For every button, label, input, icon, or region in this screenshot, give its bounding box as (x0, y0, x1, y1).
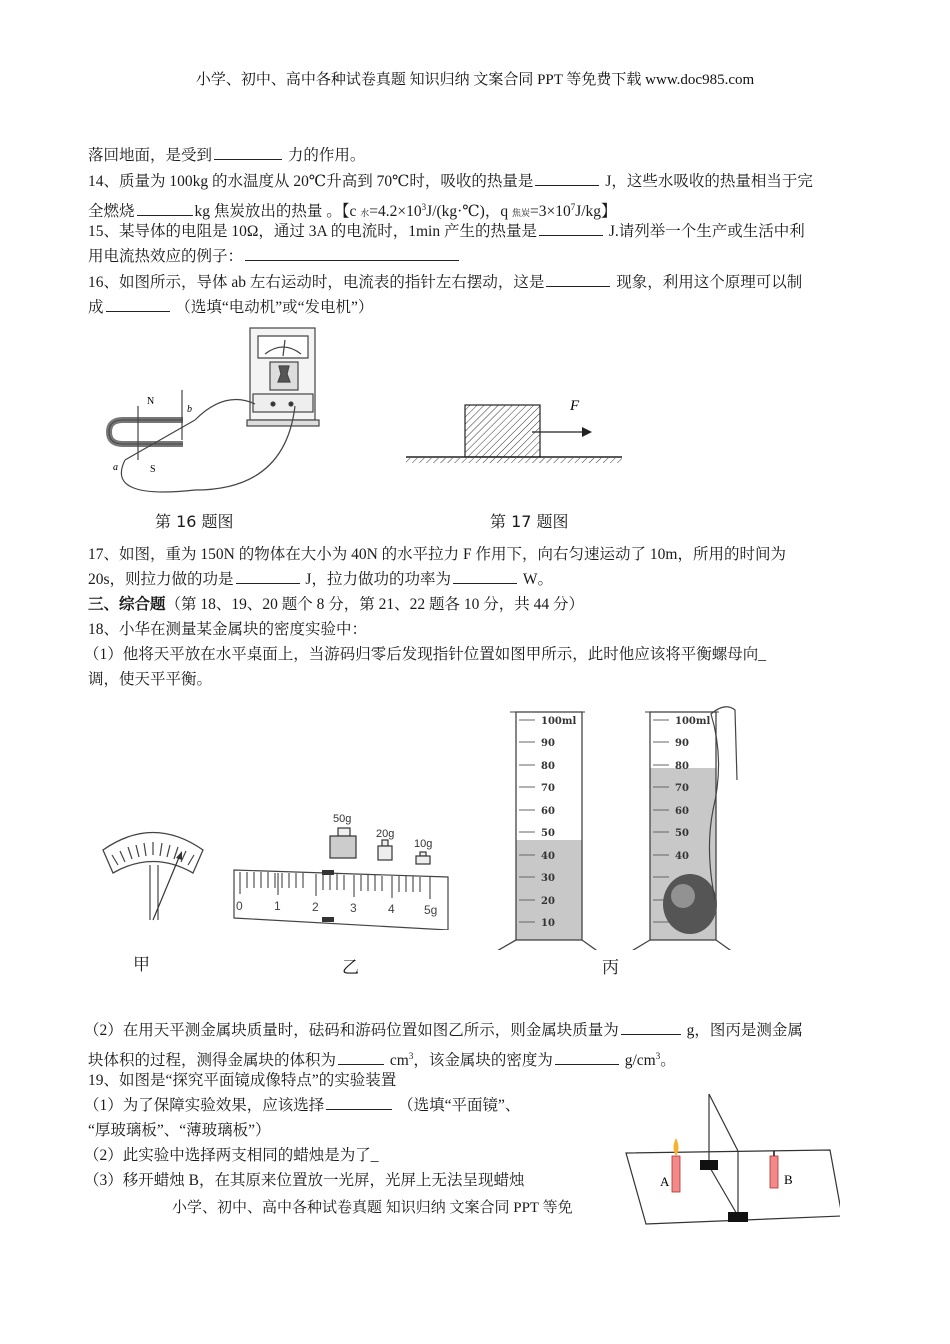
q15-line2 (88, 246, 461, 268)
q14-text2: 全燃烧 (88, 203, 135, 220)
q19-p1-text: （1）为了保障实验效果，应该选择 (84, 1097, 325, 1114)
force-label: F (570, 398, 580, 414)
figure-jia-label: 甲 (133, 955, 150, 975)
q13-text: 落回地面，是受到 (88, 147, 213, 164)
q13-tail (88, 145, 365, 167)
candle-b-label: B (784, 1172, 793, 1187)
cyl2-tick-50: 50 (675, 828, 689, 839)
answer-blank[interactable] (453, 569, 517, 584)
cyl1-tick-50: 50 (541, 828, 555, 839)
figure-16-galvanometer (95, 320, 335, 500)
cyl2-tick-80: 80 (675, 761, 689, 772)
c-value: =4.2×10 (369, 203, 422, 220)
answer-blank[interactable] (245, 246, 459, 261)
figure-bing-label: 丙 (602, 958, 619, 978)
answer-blank[interactable] (106, 297, 170, 312)
weight-50g-label: 50g (333, 813, 352, 825)
q18-p2-text-end: g，图丙是测金属 (682, 1022, 803, 1039)
cyl2-tick-40: 40 (675, 851, 689, 862)
q-value: =3×10 (529, 203, 571, 220)
exponent-3: 3 (408, 1051, 414, 1061)
q16-text: 16、如图所示，导体 ab 左右运动时，电流表的指针左右摆动，这是 (88, 274, 545, 291)
answer-blank[interactable] (555, 1050, 619, 1065)
page-header: 小学、初中、高中各种试卷真题 知识归纳 文案合同 PPT 等免费下载 www.doc985.com (195, 72, 755, 88)
answer-blank[interactable] (535, 171, 599, 186)
cyl1-tick-70: 70 (541, 783, 555, 794)
exponent-3: 3 (655, 1051, 661, 1061)
answer-blank[interactable] (214, 145, 282, 160)
magnet-S-label: S (150, 464, 156, 475)
q16-line1 (88, 272, 802, 294)
c-unit: J/(kg·℃)，q (426, 203, 512, 220)
cyl1-tick-40: 40 (541, 851, 555, 862)
volume-unit: cm (386, 1052, 409, 1069)
figure-bing-cylinders (485, 700, 755, 950)
q14-line1 (88, 171, 813, 193)
answer-blank[interactable] (137, 201, 193, 216)
cyl1-tick-80: 80 (541, 761, 555, 772)
figure-16-caption: 第 16 题图 (155, 512, 234, 531)
magnet-N-label: N (147, 396, 155, 407)
q18-p2-line2 (88, 1045, 676, 1072)
q14-line2 (88, 196, 617, 224)
cyl1-tick-10: 10 (541, 918, 555, 929)
cyl2-tick-60: 60 (675, 806, 689, 817)
cyl2-tick-100ml: 100ml (675, 716, 711, 727)
q18-p1-line2: 调，使天平平衡。 (88, 671, 213, 688)
page-footer: 小学、初中、高中各种试卷真题 知识归纳 文案合同 PPT 等免 (172, 1200, 573, 1216)
q-unit: J/kg】 (575, 203, 617, 220)
q16-line2 (88, 297, 373, 319)
figure-17-caption: 第 17 题图 (490, 512, 569, 531)
label-a: a (113, 462, 118, 473)
answer-blank[interactable] (236, 569, 300, 584)
q15-text: 15、某导体的电阻是 10Ω，通过 3A 的电流时，1min 产生的热量是 (88, 223, 537, 240)
q14-text-mid: kg 焦炭放出的热量 。【c (194, 203, 361, 220)
q17-text-end: W。 (518, 571, 553, 588)
section-title: 三、综合题 (88, 596, 166, 613)
figure-17-block (400, 390, 630, 470)
answer-blank[interactable] (621, 1020, 681, 1035)
q19-p1-line2: “厚玻璃板”、“薄玻璃板”） (88, 1122, 271, 1139)
q16-text2: 成 (88, 299, 104, 316)
ruler-tick-4: 4 (388, 902, 395, 916)
density-unit: g/cm (620, 1052, 656, 1069)
c-exponent: 3 (421, 202, 427, 212)
q17-line1: 17、如图，重为 150N 的物体在大小为 40N 的水平拉力 F 作用下，向右匀速运动了 10m，所用的时间为 (88, 546, 786, 563)
q17-text-mid: J，拉力做功的功率为 (301, 571, 451, 588)
cyl1-tick-100ml: 100ml (541, 716, 577, 727)
q15-text2: 用电流热效应的例子： (88, 248, 244, 265)
q18-p2-text2: 块体积的过程，测得金属块的体积为 (88, 1052, 337, 1069)
q15-text-end: J.请列举一个生产或生活中利 (604, 223, 805, 240)
cyl1-tick-90: 90 (541, 738, 555, 749)
cyl2-tick-90: 90 (675, 738, 689, 749)
q17-text: 20s，则拉力做的功是 (88, 571, 234, 588)
cyl2-tick-70: 70 (675, 783, 689, 794)
q16-text-end: 现象，利用这个原理可以制 (612, 274, 803, 291)
q18-intro: 18、小华在测量某金属块的密度实验中： (88, 621, 368, 638)
q19-p2: （2）此实验中选择两支相同的蜡烛是为了_ (84, 1147, 379, 1164)
section-3-heading (88, 594, 584, 616)
q18-p2-line1 (84, 1020, 803, 1042)
c-subscript: 水 (360, 208, 370, 218)
q17-line2 (88, 569, 553, 591)
q14-text-end: J，这些水吸收的热量相当于完 (601, 173, 813, 190)
candle-a-label: A (660, 1174, 670, 1189)
figure-jia-pointer-dial (98, 825, 210, 925)
section-note: （第 18、19、20 题个 8 分，第 21、22 题各 10 分，共 44 分） (165, 596, 585, 613)
q-subscript: 焦炭 (511, 208, 530, 218)
cyl1-tick-60: 60 (541, 806, 555, 817)
ruler-tick-3: 3 (350, 901, 357, 915)
figure-yi-weights-ruler (228, 800, 458, 930)
q18-p2-text: （2）在用天平测金属块质量时，砝码和游码位置如图乙所示，则金属块质量为 (84, 1022, 619, 1039)
q15-line1 (88, 221, 805, 243)
ruler-tick-5g: 5g (424, 903, 438, 917)
q19-p1-text-end: （选填“平面镜”、 (394, 1097, 521, 1114)
label-b: b (187, 404, 192, 415)
weight-10g-label: 10g (414, 838, 433, 850)
q19-p1-line1 (84, 1095, 520, 1117)
q19-intro: 19、如图是“探究平面镜成像特点”的实验装置 (88, 1072, 397, 1089)
ruler-tick-2: 2 (312, 900, 319, 914)
cyl1-tick-30: 30 (541, 873, 555, 884)
q16-text2-end: （选填“电动机”或“发电机”） (171, 299, 374, 316)
answer-blank[interactable] (546, 272, 610, 287)
cyl1-tick-20: 20 (541, 896, 555, 907)
q18-p1-line1: （1）他将天平放在水平桌面上，当游码归零后发现指针位置如图甲所示，此时他应该将平衡螺母向_ (84, 646, 767, 663)
ruler-tick-1: 1 (274, 899, 281, 913)
q19-p3: （3）移开蜡烛 B，在其原来位置放一光屏，光屏上无法呈现蜡烛 (84, 1172, 525, 1189)
q13-text-end: 力的作用。 (284, 147, 366, 164)
period: 。 (660, 1052, 676, 1069)
figure-19-plane-mirror (620, 1088, 840, 1228)
weight-20g-label: 20g (376, 828, 395, 840)
answer-blank[interactable] (326, 1095, 392, 1110)
q18-p2-text-mid: ，该金属块的密度为 (413, 1052, 553, 1069)
ruler-tick-0: 0 (236, 899, 243, 913)
q-exponent: 7 (570, 202, 576, 212)
figure-yi-label: 乙 (342, 958, 359, 978)
answer-blank[interactable] (539, 221, 603, 236)
answer-blank[interactable] (338, 1050, 384, 1065)
q14-text: 14、质量为 100kg 的水温度从 20℃升高到 70℃时，吸收的热量是 (88, 173, 534, 190)
